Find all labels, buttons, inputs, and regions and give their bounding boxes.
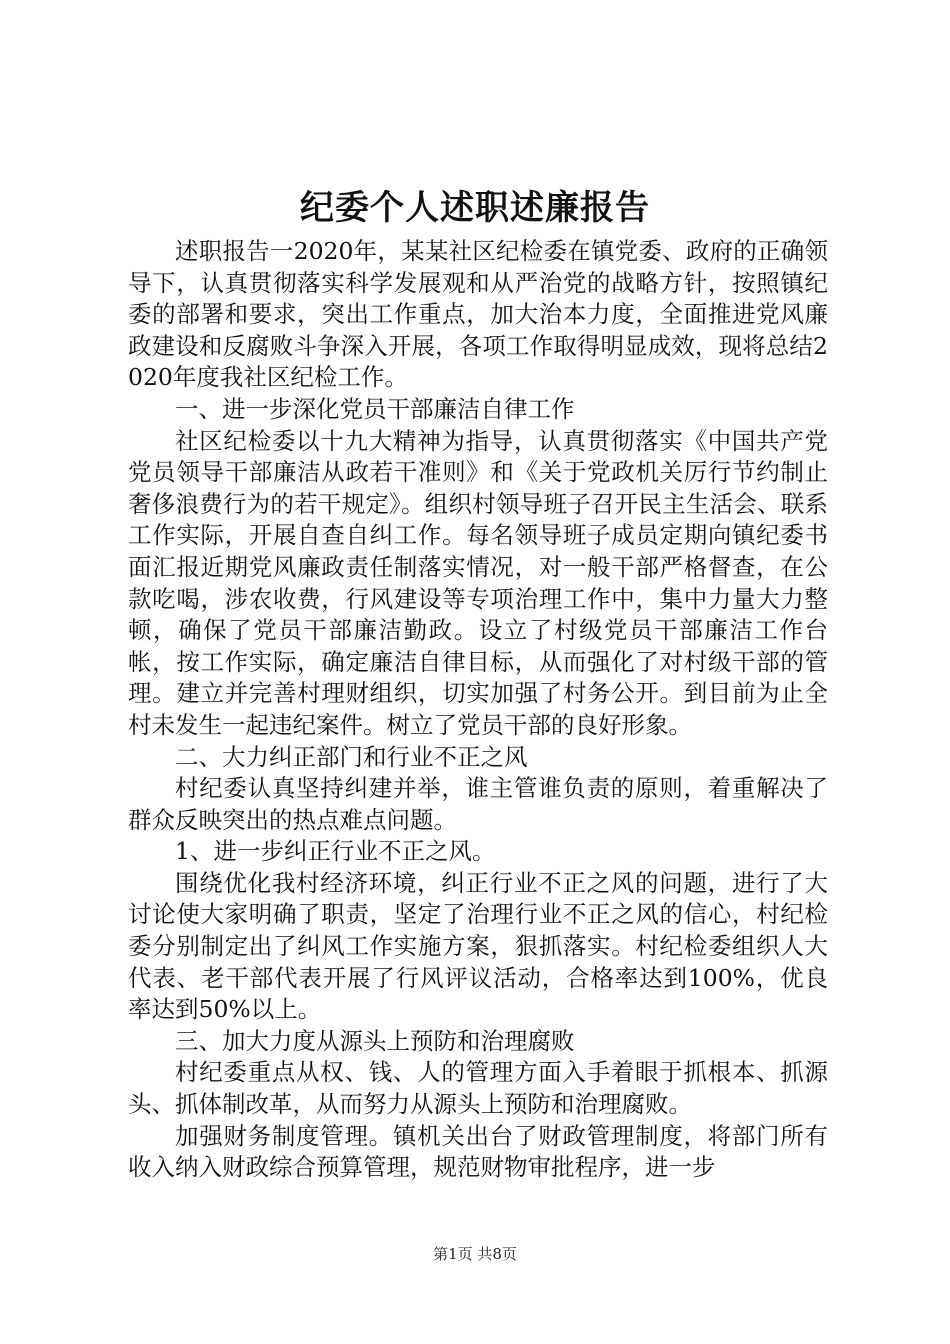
document-title: 纪委个人述职述廉报告 bbox=[300, 188, 650, 228]
section-heading-3: 三、加大力度从源头上预防和治理腐败 bbox=[175, 1026, 575, 1055]
paragraph: 社区纪检委以十九大精神为指导，认真贯彻落实《中国共产党党员领导干部廉洁从政若干准则》和《关于党政机关厉行节约制止奢侈浪费行为的若干规定》。组织村领导班子召开民主生活会、联系工作实际，开展自查自纠工作。每名领导班子成员定期向镇纪委书面汇报近期党风廉政责任制落实情况，对一般干部严格督查，在公款吃喝，涉农收费，行风建设等专项治理工作中，集中力量大力整顿，确保了党员干部廉洁勤政。设立了村级党员干部廉洁工作台帐，按工作实际，确定廉洁自律目标，从而强化了对村级干部的管理。建立并完善村理财组织，切实加强了村务公开。到目前为止全村未发生一起违纪案件。树立了党员干部的良好形象。 bbox=[128, 426, 828, 739]
paragraph: 加强财务制度管理。镇机关出台了财政管理制度，将部门所有收入纳入财政综合预算管理，规范财物审批程序，进一步 bbox=[128, 1121, 828, 1182]
subsection-heading: 1、进一步纠正行业不正之风。 bbox=[175, 837, 496, 866]
paragraph: 村纪委重点从权、钱、人的管理方面入手着眼于抓根本、抓源头、抓体制改革，从而努力从源头上预防和治理腐败。 bbox=[128, 1058, 828, 1119]
section-heading-2: 二、大力纠正部门和行业不正之风 bbox=[175, 742, 528, 771]
paragraph: 村纪委认真坚持纠建并举，谁主管谁负责的原则，着重解决了群众反映突出的热点难点问题。 bbox=[128, 774, 828, 834]
paragraph-intro: 述职报告一2020年，某某社区纪检委在镇党委、政府的正确领导下，认真贯彻落实科学发展观和从严治党的战略方针，按照镇纪委的部署和要求，突出工作重点，加大治本力度，全面推进党风廉政建设和反腐败斗争深入开展，各项工作取得明显成效，现将总结2020年度我社区纪检工作。 bbox=[128, 237, 828, 392]
section-heading-1: 一、进一步深化党员干部廉洁自律工作 bbox=[175, 394, 575, 423]
paragraph: 围绕优化我村经济环境，纠正行业不正之风的问题，进行了大讨论使大家明确了职责，坚定了治理行业不正之风的信心，村纪检委分别制定出了纠风工作实施方案，狠抓落实。村纪检委组织人大代表、老干部代表开展了行风评议活动，合格率达到100%，优良率达到50%以上。 bbox=[128, 868, 828, 1024]
page-number-footer: 第1页 共8页 bbox=[433, 1245, 517, 1263]
document-body bbox=[128, 236, 828, 1184]
